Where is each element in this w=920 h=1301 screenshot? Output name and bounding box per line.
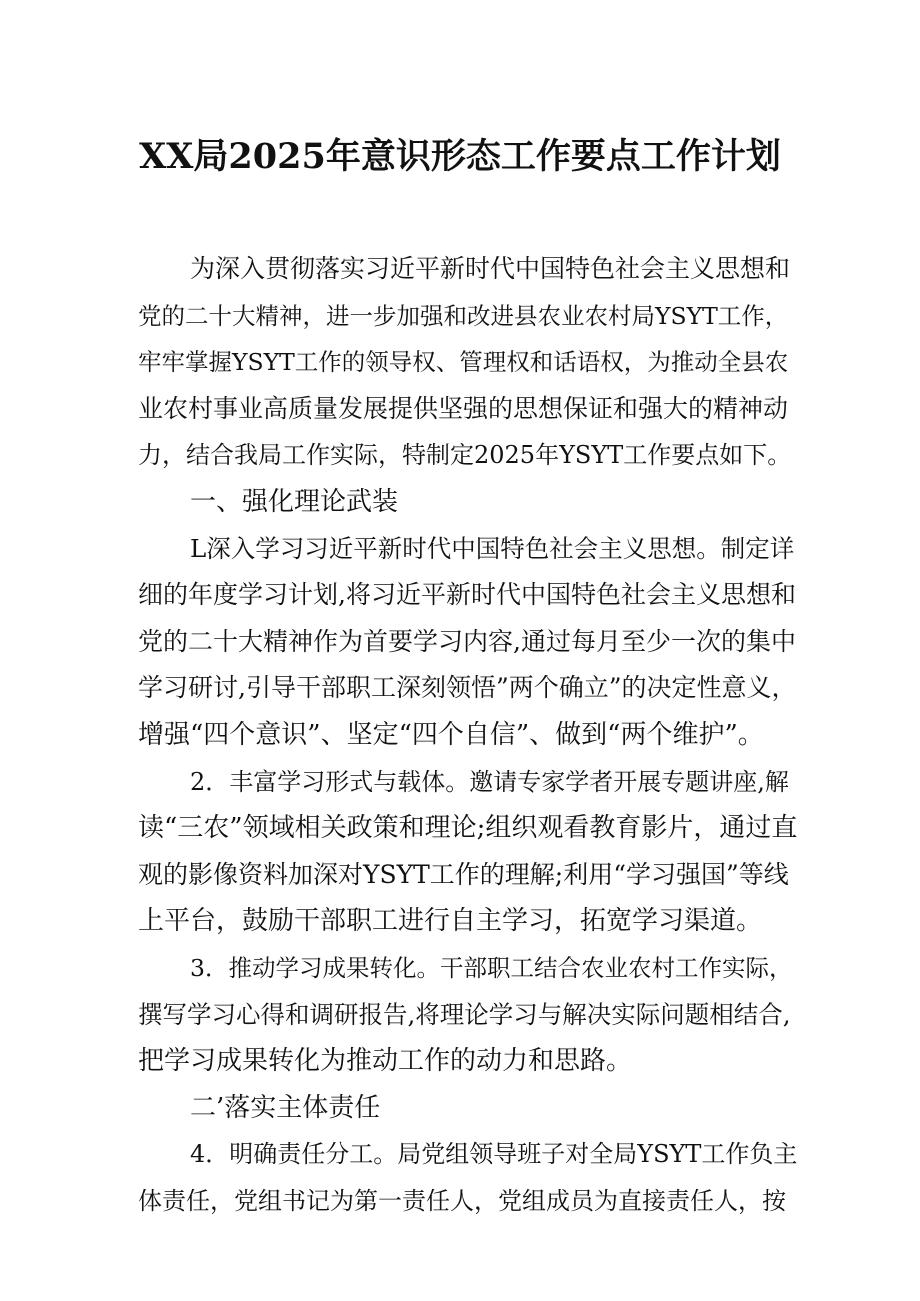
text-line: 党的二十大精神，进一步加强和改进县农业农村局YSYT工作， (138, 301, 789, 330)
text-line: 力，结合我局工作实际，特制定2025年YSYT工作要点如下。 (138, 441, 792, 470)
text-line: 一、强化理论武装 (190, 486, 399, 517)
document-body (138, 246, 798, 1224)
text-line: 读“三农”领域相关政策和理论;组织观看教育影片，通过直 (138, 813, 798, 844)
text-line: 为深入贯彻落实习近平新时代中国特色社会主义思想和 (190, 254, 791, 283)
text-line: 3．推动学习成果转化。干部职工结合农业农村工作实际， (190, 953, 793, 982)
text-line: 4．明确责任分工。局党组领导班子对全局YSYT工作负主 (190, 1140, 798, 1169)
text-line: L深入学习习近平新时代中国特色社会主义思想。制定详 (190, 533, 795, 563)
text-line: 观的影像资料加深对YSYT工作的理解;利用“学习强国”等线 (138, 859, 789, 889)
text-line: 2．丰富学习形式与载体。邀请专家学者开展专题讲座,解 (190, 767, 789, 796)
text-line: 体责任，党组书记为第一责任人，党组成员为直接责任人，按 (138, 1186, 786, 1215)
text-line: 学习研讨,引导干部职工深刻领悟”两个确立”的决定性意义， (138, 673, 797, 703)
text-line: 上平台，鼓励干部职工进行自主学习，拓宽学习渠道。 (138, 906, 763, 937)
text-line: 增强“四个意识”、坚定“四个自信”、做到“两个维护”。 (138, 719, 764, 750)
text-line: 业农村事业高质量发展提供坚强的思想保证和强大的精神动 (138, 393, 789, 423)
text-line: 撰写学习心得和调研报告,将理论学习与解决实际问题相结合, (138, 999, 791, 1029)
text-line: 二’落实主体责任 (190, 1092, 381, 1123)
text-line: 细的年度学习计划,将习近平新时代中国特色社会主义思想和 (138, 580, 796, 610)
text-line: 牢牢掌握YSYT工作的领导权、管理权和话语权，为推动全县农 (138, 348, 789, 377)
text-line: 党的二十大精神作为首要学习内容,通过每月至少一次的集中 (138, 626, 796, 656)
text-line: 把学习成果转化为推动工作的动力和思路。 (138, 1046, 633, 1077)
document-title: XX局2025年意识形态工作要点工作计划 (139, 136, 781, 177)
